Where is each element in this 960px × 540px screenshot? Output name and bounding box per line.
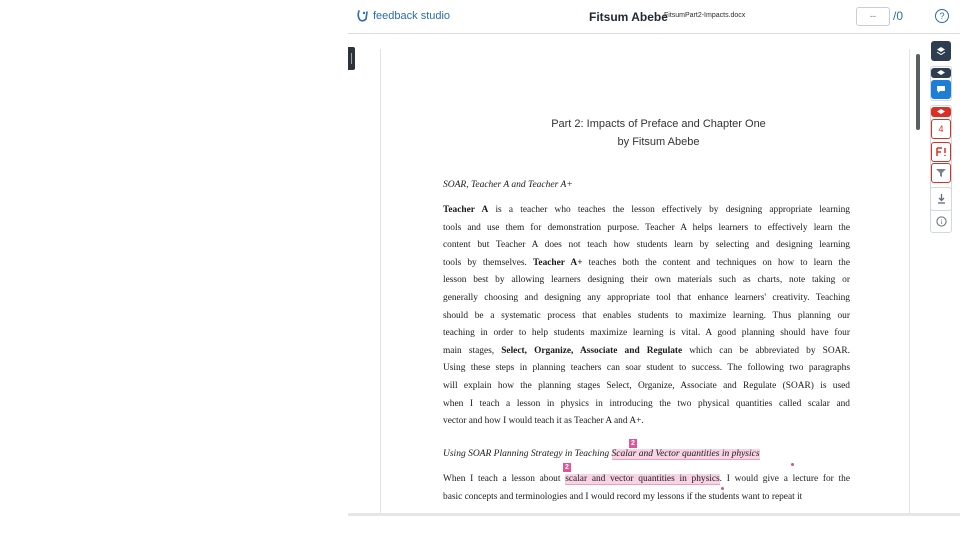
brand-logo[interactable] [356, 9, 450, 23]
document-viewer [348, 35, 960, 516]
match-end-dot [721, 487, 724, 490]
similarity-score-button[interactable]: 4 [931, 119, 951, 139]
bottom-bar [348, 513, 960, 516]
paragraph-1 [443, 202, 850, 431]
section-heading-2 [443, 449, 760, 459]
text-line: main stages, [443, 345, 502, 356]
text-line: generally choosing and designing any appropriate tool that enhance learners' creativity. Teaching [443, 292, 850, 303]
grip-icon [351, 53, 352, 64]
student-name: Fitsum Abebe [589, 10, 668, 24]
similarity-marker[interactable]: 2 [629, 439, 637, 448]
left-panel-toggle[interactable] [348, 47, 355, 70]
filter-icon [936, 169, 946, 177]
text-line: when I teach a lesson in physics in introducing the two physical quantities called scalar and [443, 398, 850, 409]
text-line: tools and use them for demonstration purpose. Teacher A helps learners to effectively learn the [443, 222, 850, 233]
similarity-marker[interactable]: 2 [563, 463, 571, 472]
grading-layer-button[interactable] [931, 68, 951, 78]
text-line: teaches both the content and techniques on how to learn the [582, 257, 850, 268]
comment-button[interactable] [931, 80, 951, 99]
title-line-1: Part 2: Impacts of Preface and Chapter One [551, 118, 766, 130]
paragraph-2 [443, 471, 850, 506]
flag-button[interactable] [931, 142, 951, 162]
text-line: will explain how the planning stages Select, Organize, Associate and Regulate (SOAR) is used [443, 380, 850, 391]
text-line: When I teach a lesson about [443, 474, 566, 484]
comment-icon [936, 85, 946, 94]
similarity-layer-button[interactable] [931, 107, 951, 117]
grade-max: /0 [893, 9, 904, 23]
match-end-dot [791, 463, 794, 466]
download-icon [937, 194, 946, 204]
text-line: is a teacher who teaches the lesson effectively by designing appropriate learning [488, 205, 850, 215]
text-line: vector and how I would teach it as Teacher A and A+. [443, 416, 644, 427]
feedback-studio-window [348, 0, 960, 516]
title-line-2: by Fitsum Abebe [617, 136, 700, 148]
text-line: teaching in order to help students maximize learning is vital. A good planning should have four [443, 328, 850, 339]
file-name: FitsumPart2-Impacts.docx [664, 12, 746, 19]
text-line: should be a systematic process that enables students to maximize learning. Thus planning our [443, 310, 850, 321]
brand-name: feedback studio [373, 10, 451, 22]
scrollbar-thumb[interactable] [916, 54, 920, 130]
bold-term: Teacher A [443, 205, 489, 215]
section-heading-1: SOAR, Teacher A and Teacher A+ [443, 180, 573, 190]
text-line: basic concepts and terminologies and I would record my lessons if the students want to repeat it [443, 491, 803, 502]
layers-icon [936, 46, 946, 56]
text-line: tools by themselves. [443, 257, 534, 268]
bold-term: Teacher A+ [533, 257, 583, 268]
document-title [381, 115, 936, 151]
svg-text:i: i [940, 217, 942, 226]
heading-text: Using SOAR Planning Strategy in Teaching [443, 449, 612, 459]
text-line: . I would give a lecture for the [719, 474, 850, 484]
text-line: lesson best by allowing learners designing their own materials such as charts, note taking or [443, 275, 850, 286]
feedback-studio-logo-icon [356, 9, 369, 23]
bold-term: Select, Organize, Associate and Regulate [501, 345, 683, 356]
info-button[interactable] [931, 211, 951, 231]
layers-icon [937, 70, 945, 77]
info-icon [936, 216, 947, 227]
highlighted-match[interactable]: Scalar and Vector quantities in physics [611, 449, 760, 459]
document-page [380, 49, 910, 516]
download-button[interactable] [931, 189, 951, 209]
layers-button[interactable] [931, 41, 951, 61]
layers-icon [937, 109, 945, 116]
flag-icon [936, 147, 947, 157]
grade-input[interactable]: -- [856, 7, 890, 26]
highlighted-match[interactable]: scalar and vector quantities in physics [565, 474, 720, 484]
help-button[interactable]: ? [935, 9, 949, 23]
text-line: Using these steps in planning teachers can soar student to success. The following two paragraphs [443, 363, 850, 374]
top-bar [348, 0, 960, 34]
filter-button[interactable] [931, 163, 951, 183]
text-line: which can be abbreviated by SOAR. [682, 345, 850, 356]
text-line: content but Teacher A does not teach how students learn by selecting and designing learning [443, 240, 850, 251]
